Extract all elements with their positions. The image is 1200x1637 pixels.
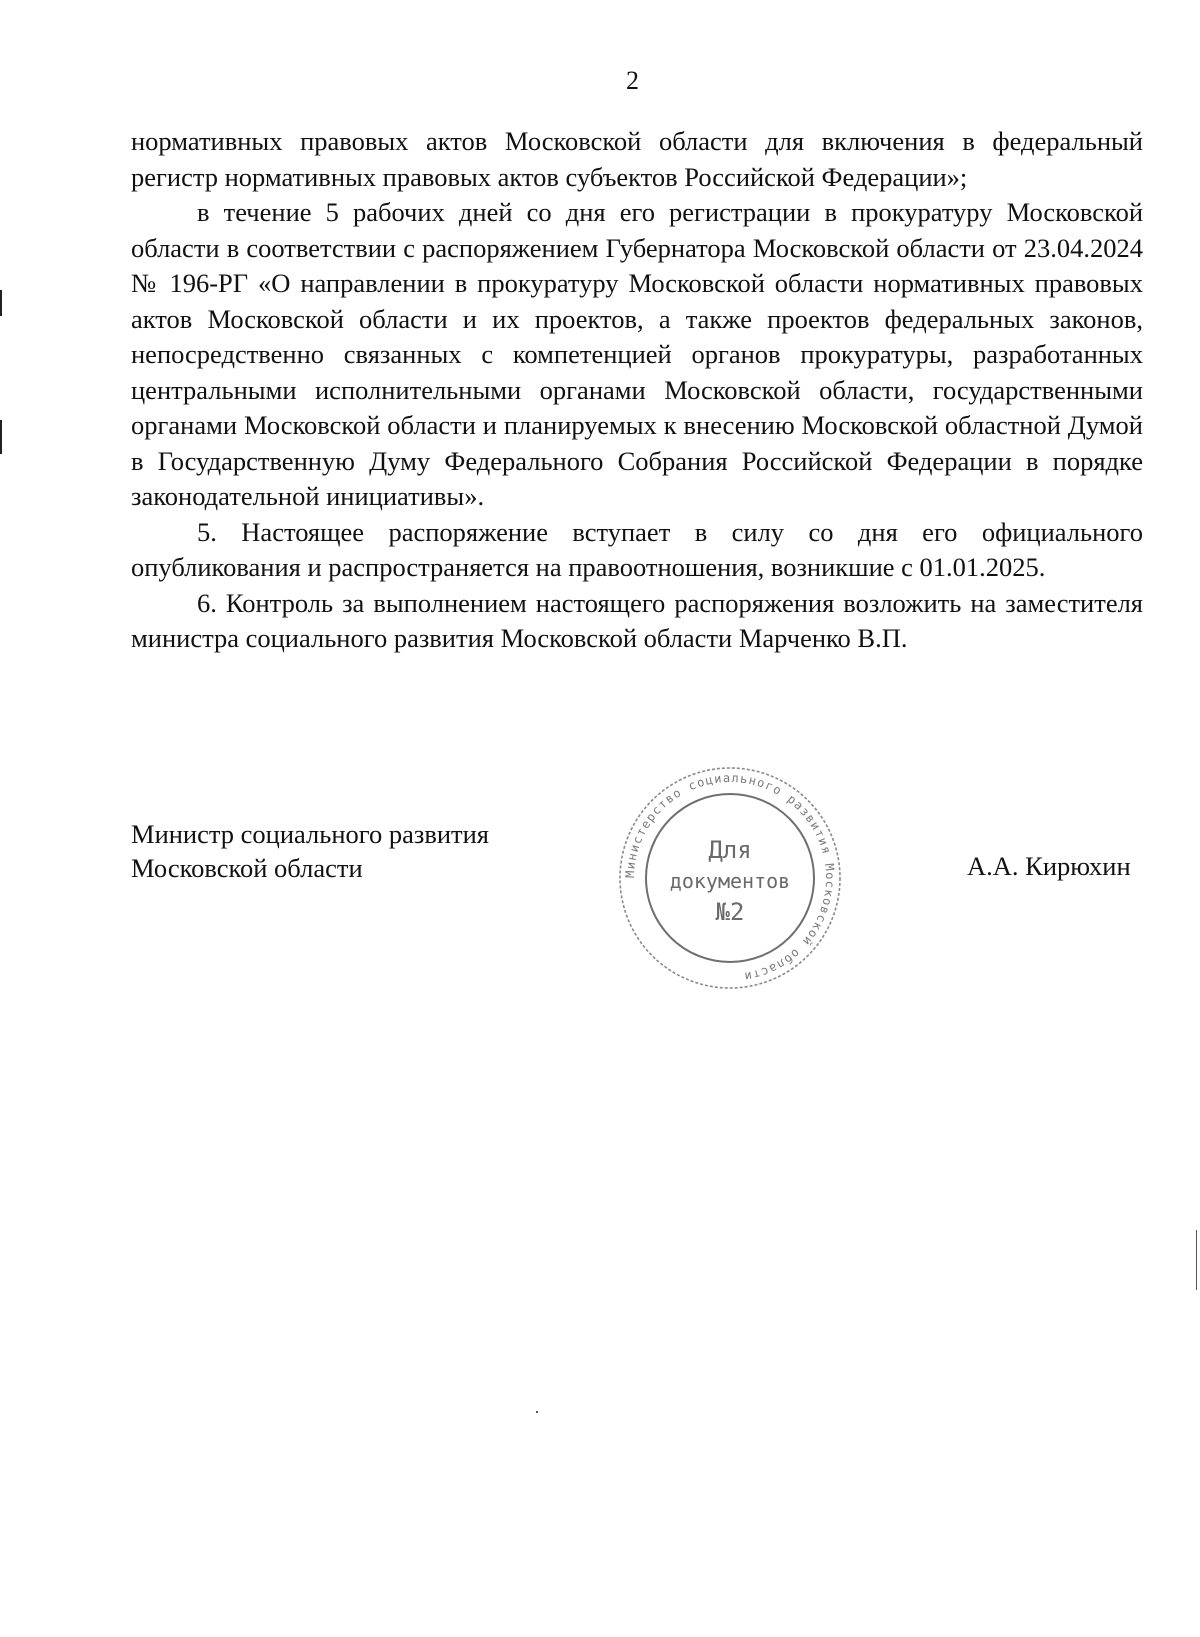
scan-edge-mark <box>0 290 2 316</box>
paragraph-item-5: 5. Настоящее распоряжение вступает в силу со дня его официального опубликования и распространяется на правоотношения, возникшие с 01.01.2025. <box>131 516 1143 582</box>
scan-speck <box>536 1411 538 1413</box>
document-body <box>131 124 1143 657</box>
seal-line-2: документов <box>669 869 791 893</box>
official-seal-stamp <box>610 758 850 998</box>
paragraph-registration-deadline: в течение 5 рабочих дней со дня его регистрации в прокуратуру Московской области в соответствии с распоряжением Губернатора Московской области от 23.04.2024 № 196-РГ «О направлении в прокуратуру Московской области нормативных правовых актов Московской области и их проектов, а также проектов федеральных законов, непосредственно связанных с компетенцией органов прокуратуры, разработанных центральными исполнительными органами Московской области, государственными органами Московской области и планируемых к внесению Московской областной Думой в Государственную Думу Федерального Собрания Российской Федерации в порядке законодательной инициативы». <box>131 197 1143 511</box>
page-number: 2 <box>626 66 639 95</box>
paragraph-continuation: нормативных правовых актов Московской области для включения в федеральный регистр нормативных правовых актов субъектов Российской Федерации»; <box>131 126 1143 192</box>
signatory-title-line-2: Московской области <box>131 853 363 883</box>
seal-line-3: №2 <box>715 898 745 926</box>
seal-graphic <box>610 758 850 998</box>
scan-edge-mark <box>0 420 2 454</box>
scan-edge-mark <box>1196 1230 1197 1290</box>
seal-ring-text: Министерство социального развития Московской области <box>622 770 838 985</box>
paragraph-item-6: 6. Контроль за выполнением настоящего распоряжения возложить на заместителя министра социального развития Московской области Марченко В.П. <box>131 587 1143 653</box>
seal-line-1: Для <box>708 836 752 864</box>
signatory-title-line-1: Министр социального развития <box>131 819 489 849</box>
signatory-title <box>131 817 489 885</box>
signatory-name: А.А. Кирюхин <box>967 851 1131 881</box>
